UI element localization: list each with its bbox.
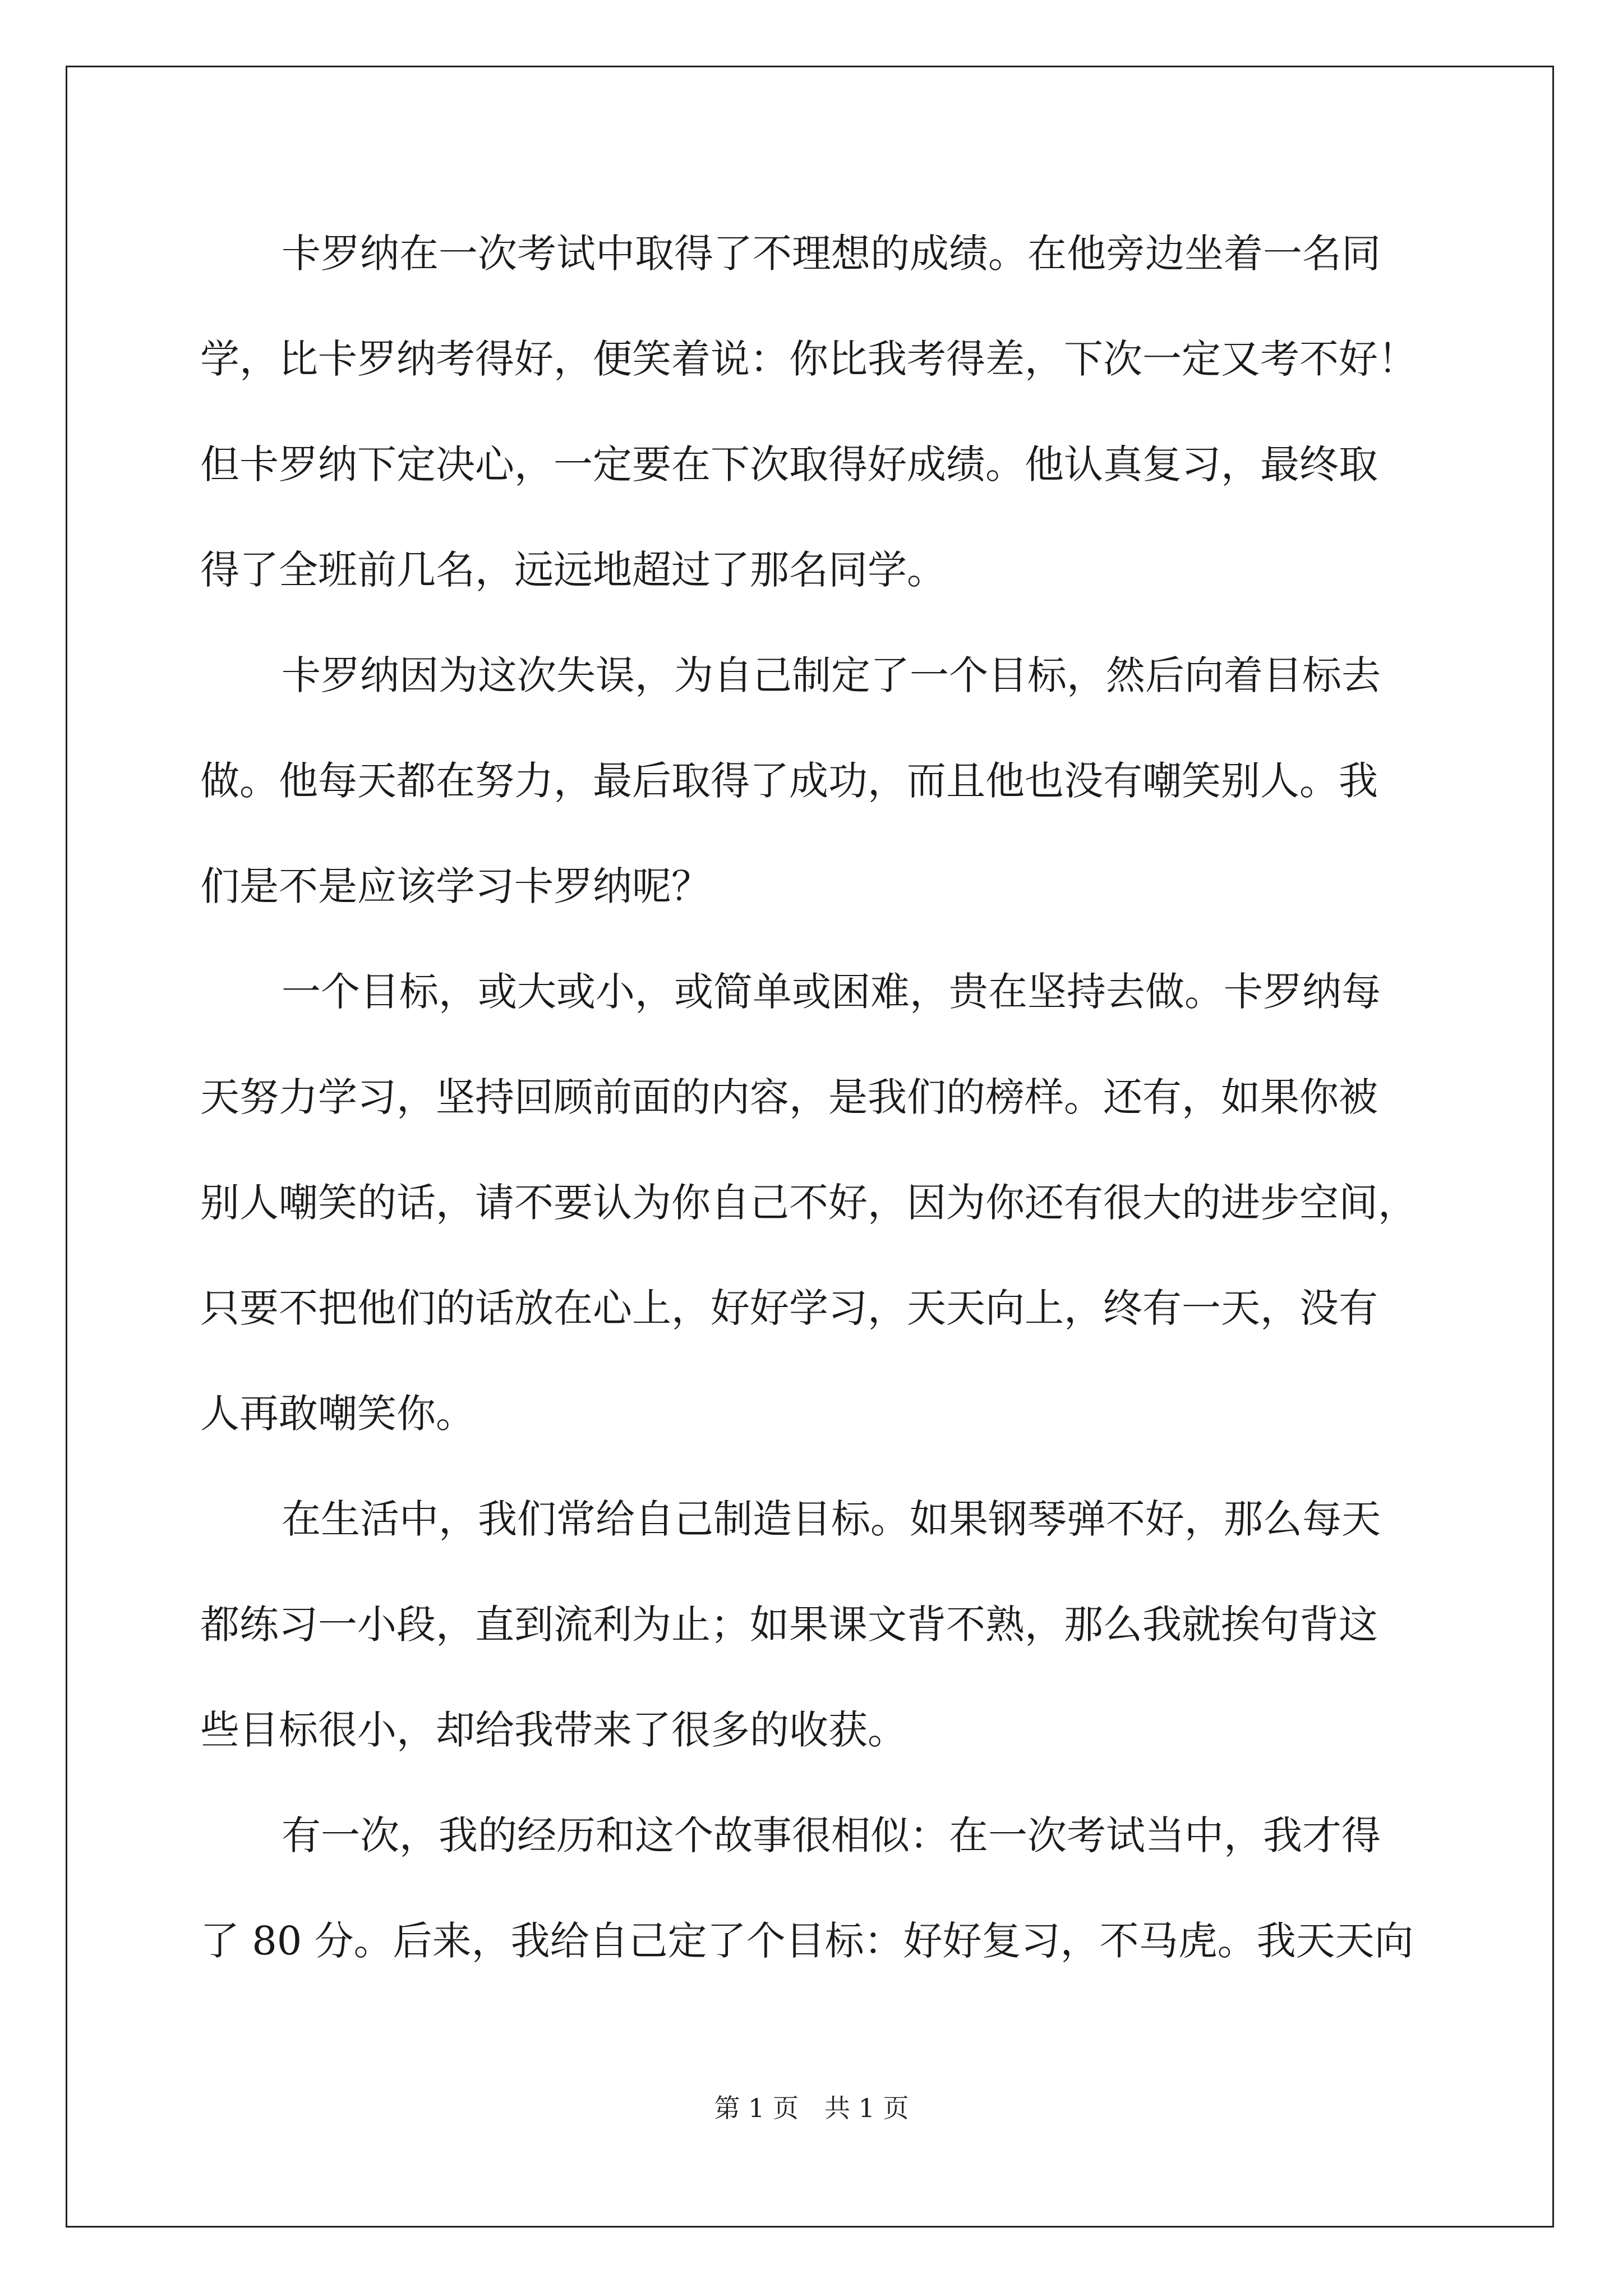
text-line: 天努力学习，坚持回顾前面的内容，是我们的榜样。还有，如果你被 <box>200 1074 1378 1120</box>
text-line: 做。他每天都在努力，最后取得了成功，而且他也没有嘲笑别人。我 <box>200 758 1378 804</box>
text-line: 人再敢嘲笑你。 <box>200 1391 475 1437</box>
text-line: 别人嘲笑的话，请不要认为你自己不好，因为你还有很大的进步空间， <box>200 1180 1417 1226</box>
text-line: 卡罗纳在一次考试中取得了不理想的成绩。在他旁边坐着一名同 <box>282 231 1381 277</box>
text-line: 得了全班前几名，远远地超过了那名同学。 <box>200 547 946 593</box>
text-line: 些目标很小，却给我带来了很多的收获。 <box>200 1707 907 1753</box>
text-line: 都练习一小段，直到流利为止；如果课文背不熟，那么我就挨句背这 <box>200 1602 1378 1648</box>
page-footer <box>0 2091 1623 2125</box>
text-line: 在生活中，我们常给自己制造目标。如果钢琴弹不好，那么每天 <box>282 1496 1381 1542</box>
text-line: 了 80 分。后来，我给自己定了个目标：好好复习，不马虎。我天天向 <box>200 1918 1414 1964</box>
page-number-current: 第 1 页 <box>714 2093 799 2123</box>
text-line: 有一次，我的经历和这个故事很相似：在一次考试当中，我才得 <box>282 1812 1381 1858</box>
text-line: 们是不是应该学习卡罗纳呢？ <box>200 863 711 909</box>
text-line: 一个目标，或大或小，或简单或困难，贵在坚持去做。卡罗纳每 <box>282 969 1381 1015</box>
text-line: 卡罗纳因为这次失误，为自己制定了一个目标，然后向着目标去 <box>282 652 1381 698</box>
text-line: 但卡罗纳下定决心，一定要在下次取得好成绩。他认真复习，最终取 <box>200 441 1378 487</box>
document-body <box>200 201 1434 1994</box>
text-line: 学，比卡罗纳考得好，便笑着说：你比我考得差，下次一定又考不好！ <box>200 336 1417 382</box>
page-number-total: 共 1 页 <box>824 2093 909 2123</box>
text-line: 只要不把他们的话放在心上，好好学习，天天向上，终有一天，没有 <box>200 1285 1378 1331</box>
